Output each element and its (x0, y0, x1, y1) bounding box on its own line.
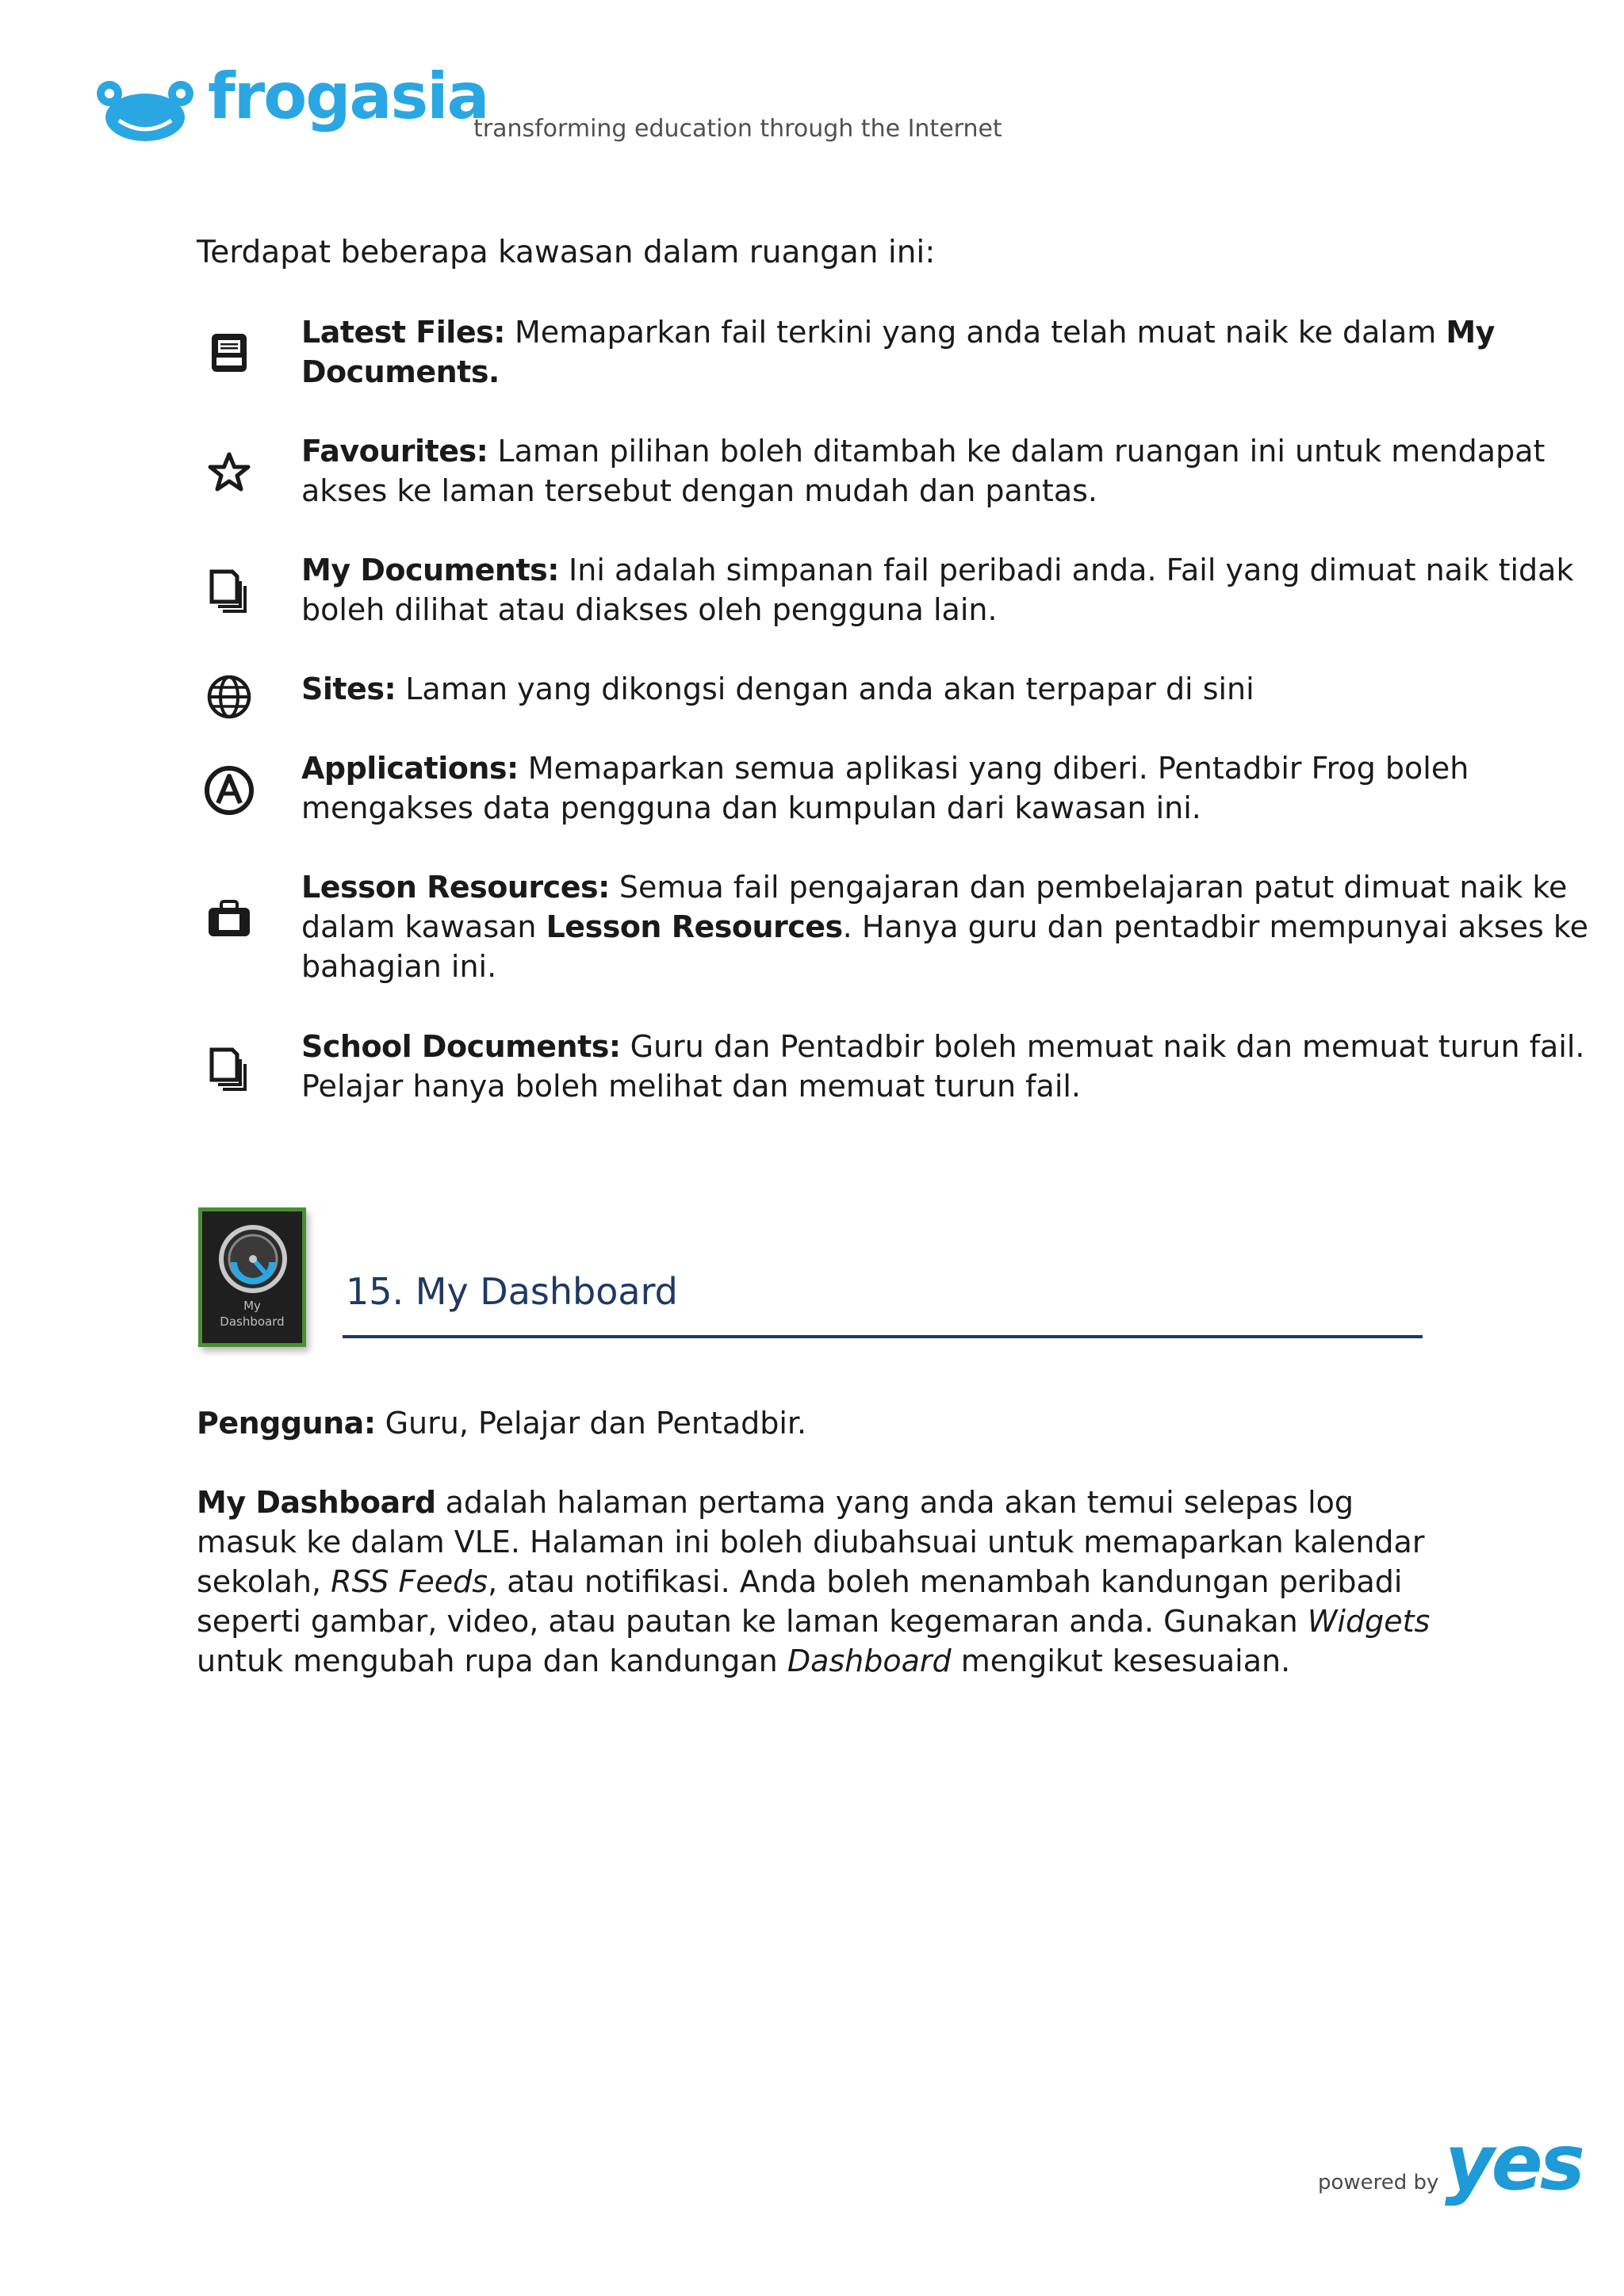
documents-icon (197, 558, 262, 623)
applications-icon (197, 758, 262, 823)
briefcase-icon (197, 886, 262, 951)
users-line: Pengguna: Guru, Pelajar dan Pentadbir. (197, 1406, 807, 1441)
globe-icon (197, 664, 262, 729)
intro-text: Terdapat beberapa kawasan dalam ruangan ini: (197, 235, 936, 270)
powered-by-text: powered by (1318, 2171, 1439, 2195)
tile-label-line1: My (243, 1299, 261, 1313)
tile-label-line2: Dashboard (220, 1314, 285, 1329)
frog-mascot-icon (94, 76, 197, 147)
section-heading: 15. My Dashboard (346, 1270, 678, 1313)
school-documents-icon (197, 1036, 262, 1101)
yes-logo: yes (1445, 2118, 1582, 2207)
tagline: transforming education through the Internet (473, 115, 1002, 143)
dashboard-description: My Dashboard adalah halaman pertama yang anda akan temui selepas log masuk ke dalam VLE. Halaman ini boleh diubahsuai untuk memaparkan kalendar sekolah, RSS Feeds, atau notifikasi. Anda boleh menambah kandungan peribadi seperti gambar, video, atau pautan ke laman kegemaran anda. Gunakan Widgets untuk mengubah rupa dan kandungan Dashboard mengikut kesesuaian. (197, 1485, 1431, 1678)
brand-name: frogasia (208, 59, 488, 133)
dashboard-icon (216, 1223, 289, 1295)
latest-files-icon (197, 320, 262, 385)
my-dashboard-tile (198, 1207, 306, 1347)
star-icon (197, 441, 262, 506)
heading-rule (343, 1335, 1423, 1338)
